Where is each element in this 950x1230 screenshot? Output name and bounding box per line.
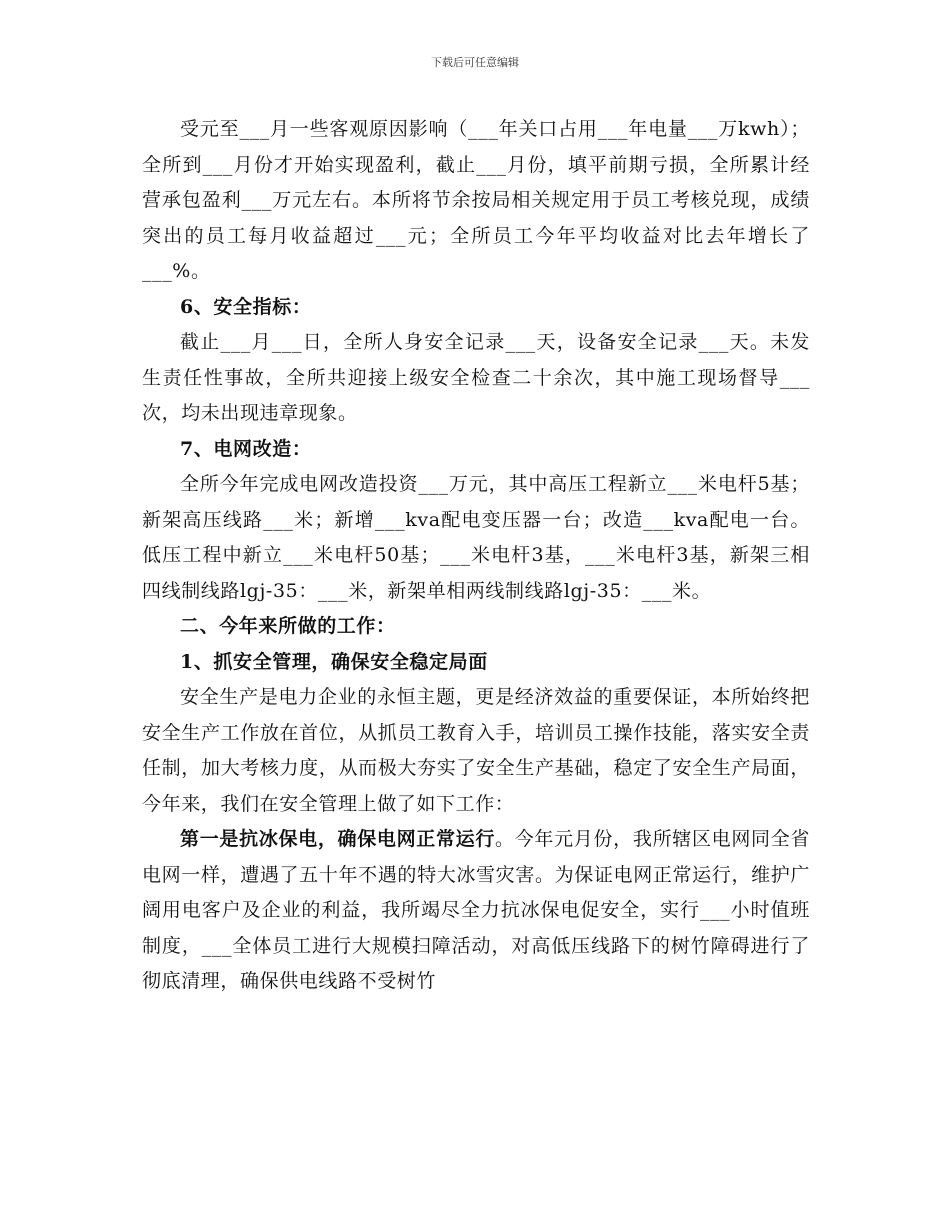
heading-work-done: 二、今年来所做的工作：	[180, 615, 396, 637]
paragraph-safety-management: 安全生产是电力企业的永恒主题，更是经济效益的重要保证，本所始终把安全生产工作放在首位，从抓员工教育入手，培训员工操作技能，落实安全责任制，加大考核力度，从而极大夯实了安全生产基础，稳定了安全生产局面，今年来，我们在安全管理上做了如下工作：	[142, 686, 810, 815]
heading-safety-management: 1、抓安全管理，确保安全稳定局面	[180, 650, 488, 673]
paragraph-safety-record: 截止___月___日，全所人身安全记录___天，设备安全记录___天。未发生责任性事故，全所共迎接上级安全检查二十余次，其中施工现场督导___次，均未出现违章现象。	[142, 331, 810, 424]
paragraph-profit: 受元至___月一些客观原因影响（___年关口占用___年电量___万kwh）；全所到___月份才开始实现盈利，截止___月份，填平前期亏损，全所累计经营承包盈利___万元左右。本所将节余按局相关规定用于员工考核兑现，成绩突出的员工每月收益超过___元；全所员工今年平均收益对比去年增长了___%。	[142, 118, 810, 282]
document-body	[142, 112, 810, 1000]
paragraph-grid-renovation: 全所今年完成电网改造投资___万元，其中高压工程新立___米电杆5基；新架高压线路___米；新增___kva配电变压器一台；改造___kva配电一台。低压工程中新立___米电杆50基；___米电杆3基，___米电杆3基，新架三相四线制线路lgj-35：___米，新架单相两线制线路lgj-35：___米。	[142, 473, 810, 602]
paragraph-ice-protection	[142, 822, 810, 1000]
heading-safety-indicators: 6、安全指标：	[180, 295, 312, 318]
ice-protection-lead: 第一是抗冰保电，确保电网正常运行	[180, 828, 496, 850]
ice-protection-text: 。今年元月份，我所辖区电网同全省电网一样，遭遇了五十年不遇的特大冰雪灾害。为保证电网正常运行，维护广阔用电客户及企业的利益，我所竭尽全力抗冰保电促安全，实行___小时值班制度，___全体员工进行大规模扫障活动，对高低压线路下的树竹障碍进行了彻底清理，确保供电线路不受树竹	[142, 828, 810, 992]
heading-grid-renovation: 7、电网改造：	[180, 437, 312, 460]
page-header: 下载后可任意编辑	[431, 56, 519, 69]
